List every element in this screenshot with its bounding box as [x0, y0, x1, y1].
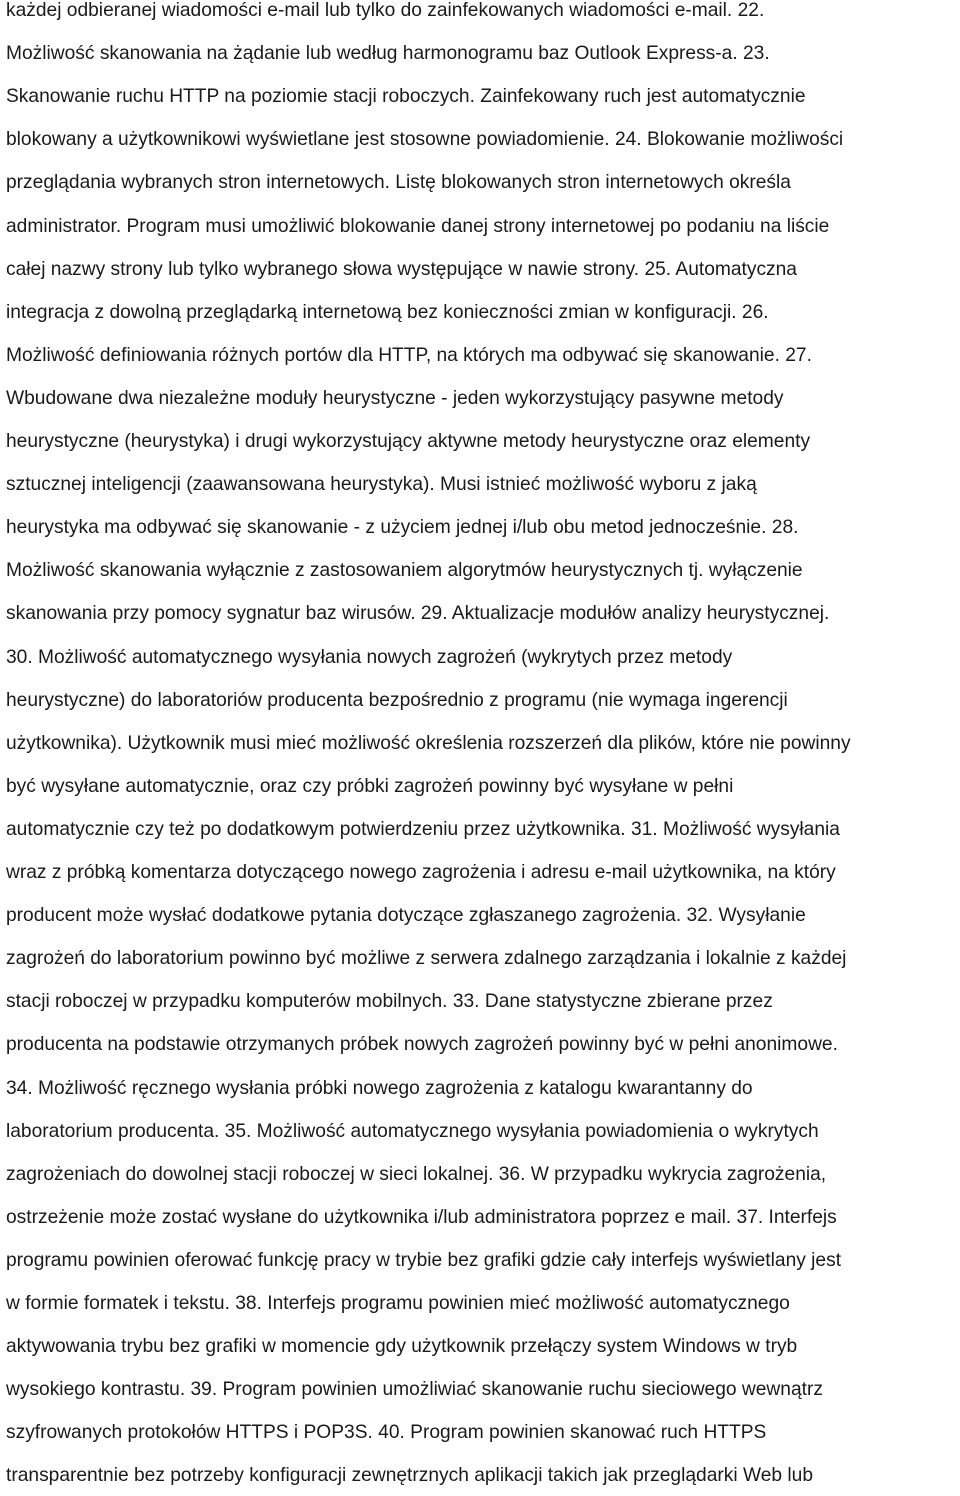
text-line: sztucznej inteligencji (zaawansowana heurystyka). Musi istnieć możliwość wyboru z jaką — [6, 474, 757, 496]
text-line: zagrożeń do laboratorium powinno być możliwe z serwera zdalnego zarządzania i lokalnie z każdej — [6, 948, 847, 970]
text-line: skanowania przy pomocy sygnatur baz wirusów. 29. Aktualizacje modułów analizy heurystycznej. — [6, 603, 830, 625]
text-line: transparentnie bez potrzeby konfiguracji zewnętrznych aplikacji takich jak przeglądarki Web lub — [6, 1465, 813, 1487]
text-line: Możliwość skanowania na żądanie lub według harmonogramu baz Outlook Express-a. 23. — [6, 43, 770, 65]
text-line: wraz z próbką komentarza dotyczącego nowego zagrożenia i adresu e-mail użytkownika, na który — [6, 862, 836, 883]
text-line: producent może wysłać dodatkowe pytania dotyczące zgłaszanego zagrożenia. 32. Wysyłanie — [6, 905, 806, 927]
text-line: heurystyka ma odbywać się skanowanie - z użyciem jednej i/lub obu metod jednocześnie. 28. — [6, 517, 799, 539]
text-line: 34. Możliwość ręcznego wysłania próbki nowego zagrożenia z katalogu kwarantanny do — [6, 1077, 753, 1099]
text-line: heurystyczne) do laboratoriów producenta bezpośrednio z programu (nie wymaga ingerencji — [6, 689, 788, 711]
text-line: administrator. Program musi umożliwić blokowanie danej strony internetowej po podaniu na liście — [6, 215, 830, 237]
text-line: całej nazwy strony lub tylko wybranego słowa występujące w nawie strony. 25. Automatyczna — [6, 258, 797, 280]
text-line: heurystyczne (heurystyka) i drugi wykorzystujący aktywne metody heurystyczne oraz elementy — [6, 431, 811, 452]
text-line: Możliwość definiowania różnych portów dla HTTP, na których ma odbywać się skanowanie. 27. — [6, 344, 812, 366]
text-line: wysokiego kontrastu. 39. Program powinien umożliwiać skanowanie ruchu sieciowego wewnątrz — [6, 1379, 823, 1401]
text-line: użytkownika). Użytkownik musi mieć możliwość określenia rozszerzeń dla plików, które nie powinny — [6, 732, 851, 754]
text-line: blokowany a użytkownikowi wyświetlane jest stosowne powiadomienie. 24. Blokowanie możliwości — [6, 129, 844, 151]
text-line: Wbudowane dwa niezależne moduły heurystyczne - jeden wykorzystujący pasywne metody — [6, 387, 784, 409]
text-line: w formie formatek i tekstu. 38. Interfejs programu powinien mieć możliwość automatycznego — [6, 1293, 790, 1314]
text-line: automatycznie czy też po dodatkowym potwierdzeniu przez użytkownika. 31. Możliwość wysyłania — [6, 818, 840, 840]
text-line: producenta na podstawie otrzymanych próbek nowych zagrożeń powinny być w pełni anonimowe. — [6, 1034, 838, 1056]
text-line: stacji roboczej w przypadku komputerów mobilnych. 33. Dane statystyczne zbierane przez — [6, 991, 773, 1013]
text-line: programu powinien oferować funkcję pracy w trybie bez grafiki gdzie cały interfejs wyświetlany jest — [6, 1249, 842, 1271]
text-line: ostrzeżenie może zostać wysłane do użytkownika i/lub administratora poprzez e mail. 37. Interfejs — [6, 1206, 837, 1228]
text-line: szyfrowanych protokołów HTTPS i POP3S. 40. Program powinien skanować ruch HTTPS — [6, 1422, 767, 1444]
text-line: 30. Możliwość automatycznego wysyłania nowych zagrożeń (wykrytych przez metody — [6, 646, 733, 668]
text-line: Możliwość skanowania wyłącznie z zastosowaniem algorytmów heurystycznych tj. wyłączenie — [6, 560, 803, 582]
text-line: być wysyłane automatycznie, oraz czy próbki zagrożeń powinny być wysyłane w pełni — [6, 775, 734, 797]
text-line: przeglądania wybranych stron internetowych. Listę blokowanych stron internetowych określa — [6, 172, 791, 194]
text-line: aktywowania trybu bez grafiki w momencie gdy użytkownik przełączy system Windows w tryb — [6, 1336, 798, 1358]
text-line: integracja z dowolną przeglądarką internetową bez konieczności zmian w konfiguracji. 26. — [6, 301, 769, 323]
text-line: laboratorium producenta. 35. Możliwość automatycznego wysyłania powiadomienia o wykrytych — [6, 1120, 819, 1142]
text-line: zagrożeniach do dowolnej stacji roboczej w sieci lokalnej. 36. W przypadku wykrycia zagrożenia, — [6, 1163, 827, 1185]
text-line: każdej odbieranej wiadomości e-mail lub tylko do zainfekowanych wiadomości e-mail. 22. — [6, 0, 765, 21]
text-line: Skanowanie ruchu HTTP na poziomie stacji roboczych. Zainfekowany ruch jest automatycznie — [6, 86, 806, 108]
